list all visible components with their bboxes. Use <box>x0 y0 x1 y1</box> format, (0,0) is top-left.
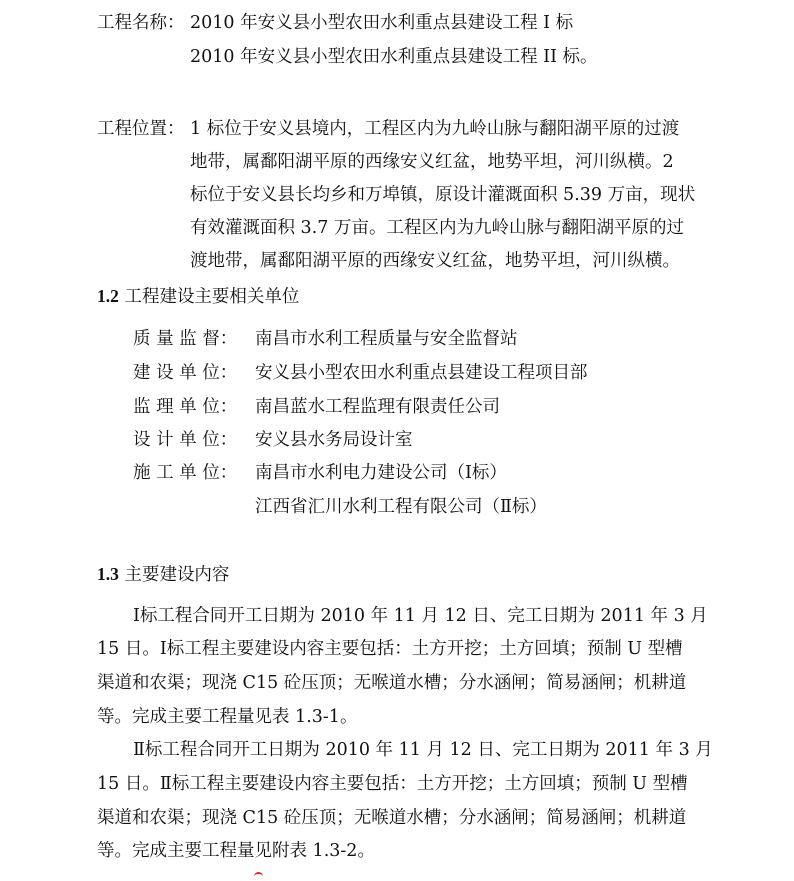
unit-label: 监 理 单 位： <box>133 397 238 417</box>
red-stamp-fragment <box>254 872 263 881</box>
section-title: 主要建设内容 <box>118 565 230 585</box>
section-1-3-heading <box>97 563 229 586</box>
project-name-line: 2010 年安义县小型农田水利重点县建设工程 I 标 <box>190 13 574 33</box>
unit-value: 南昌市水利电力建设公司（Ⅰ标） <box>255 463 507 483</box>
project-location-line: 地带，属鄱阳湖平原的西缘安义红盆，地势平坦，河川纵横。2 <box>190 152 674 172</box>
project-name-line: 2010 年安义县小型农田水利重点县建设工程 II 标。 <box>190 47 598 67</box>
paragraph-line: 渠道和农渠；现浇 C15 砼压顶；无喉道水槽；分水涵闸；简易涵闸；机耕道 <box>97 808 687 828</box>
project-location-line: 1 标位于安义县境内，工程区内为九岭山脉与翻阳湖平原的过渡 <box>190 119 680 139</box>
unit-label: 建 设 单 位： <box>133 363 238 383</box>
unit-value: 安义县小型农田水利重点县建设工程项目部 <box>255 363 588 383</box>
unit-label: 质 量 监 督： <box>133 329 238 349</box>
unit-label: 施 工 单 位： <box>133 463 238 483</box>
unit-value: 南昌蓝水工程监理有限责任公司 <box>255 397 500 417</box>
unit-value: 安义县水务局设计室 <box>255 430 413 450</box>
project-location-line: 有效灌溉面积 3.7 万亩。工程区内为九岭山脉与翻阳湖平原的过 <box>190 218 684 238</box>
paragraph-line: Ⅱ标工程合同开工日期为 2010 年 11 月 12 日、完工日期为 2011 年 3 月 <box>133 740 713 760</box>
unit-value: 南昌市水利工程质量与安全监督站 <box>255 329 518 349</box>
project-name-label: 工程名称： <box>97 13 185 33</box>
paragraph-line: 等。完成主要工程量见附表 1.3-2。 <box>97 841 375 861</box>
section-number: 1.3 <box>97 564 119 584</box>
section-1-2-heading <box>97 285 299 308</box>
section-title: 工程建设主要相关单位 <box>118 287 300 307</box>
project-location-line: 渡地带，属鄱阳湖平原的西缘安义红盆，地势平坦，河川纵横。 <box>190 251 680 271</box>
paragraph-line: 15 日。Ⅰ标工程主要建设内容主要包括：土方开挖；土方回填；预制 U 型槽 <box>97 639 683 659</box>
paragraph-line: 渠道和农渠；现浇 C15 砼压顶；无喉道水槽；分水涵闸；简易涵闸；机耕道 <box>97 673 687 693</box>
paragraph-line: Ⅰ标工程合同开工日期为 2010 年 11 月 12 日、完工日期为 2011 年 3 月 <box>133 606 708 626</box>
paragraph-line: 15 日。Ⅱ标工程主要建设内容主要包括：土方开挖；土方回填；预制 U 型槽 <box>97 774 688 794</box>
project-location-line: 标位于安义县长均乡和万埠镇，原设计灌溉面积 5.39 万亩，现状 <box>190 185 696 205</box>
unit-value-continuation: 江西省汇川水利工程有限公司（Ⅱ标） <box>255 497 547 517</box>
unit-label: 设 计 单 位： <box>133 430 238 450</box>
project-location-label: 工程位置： <box>97 119 185 139</box>
paragraph-line: 等。完成主要工程量见表 1.3-1。 <box>97 707 358 727</box>
section-number: 1.2 <box>97 286 119 306</box>
